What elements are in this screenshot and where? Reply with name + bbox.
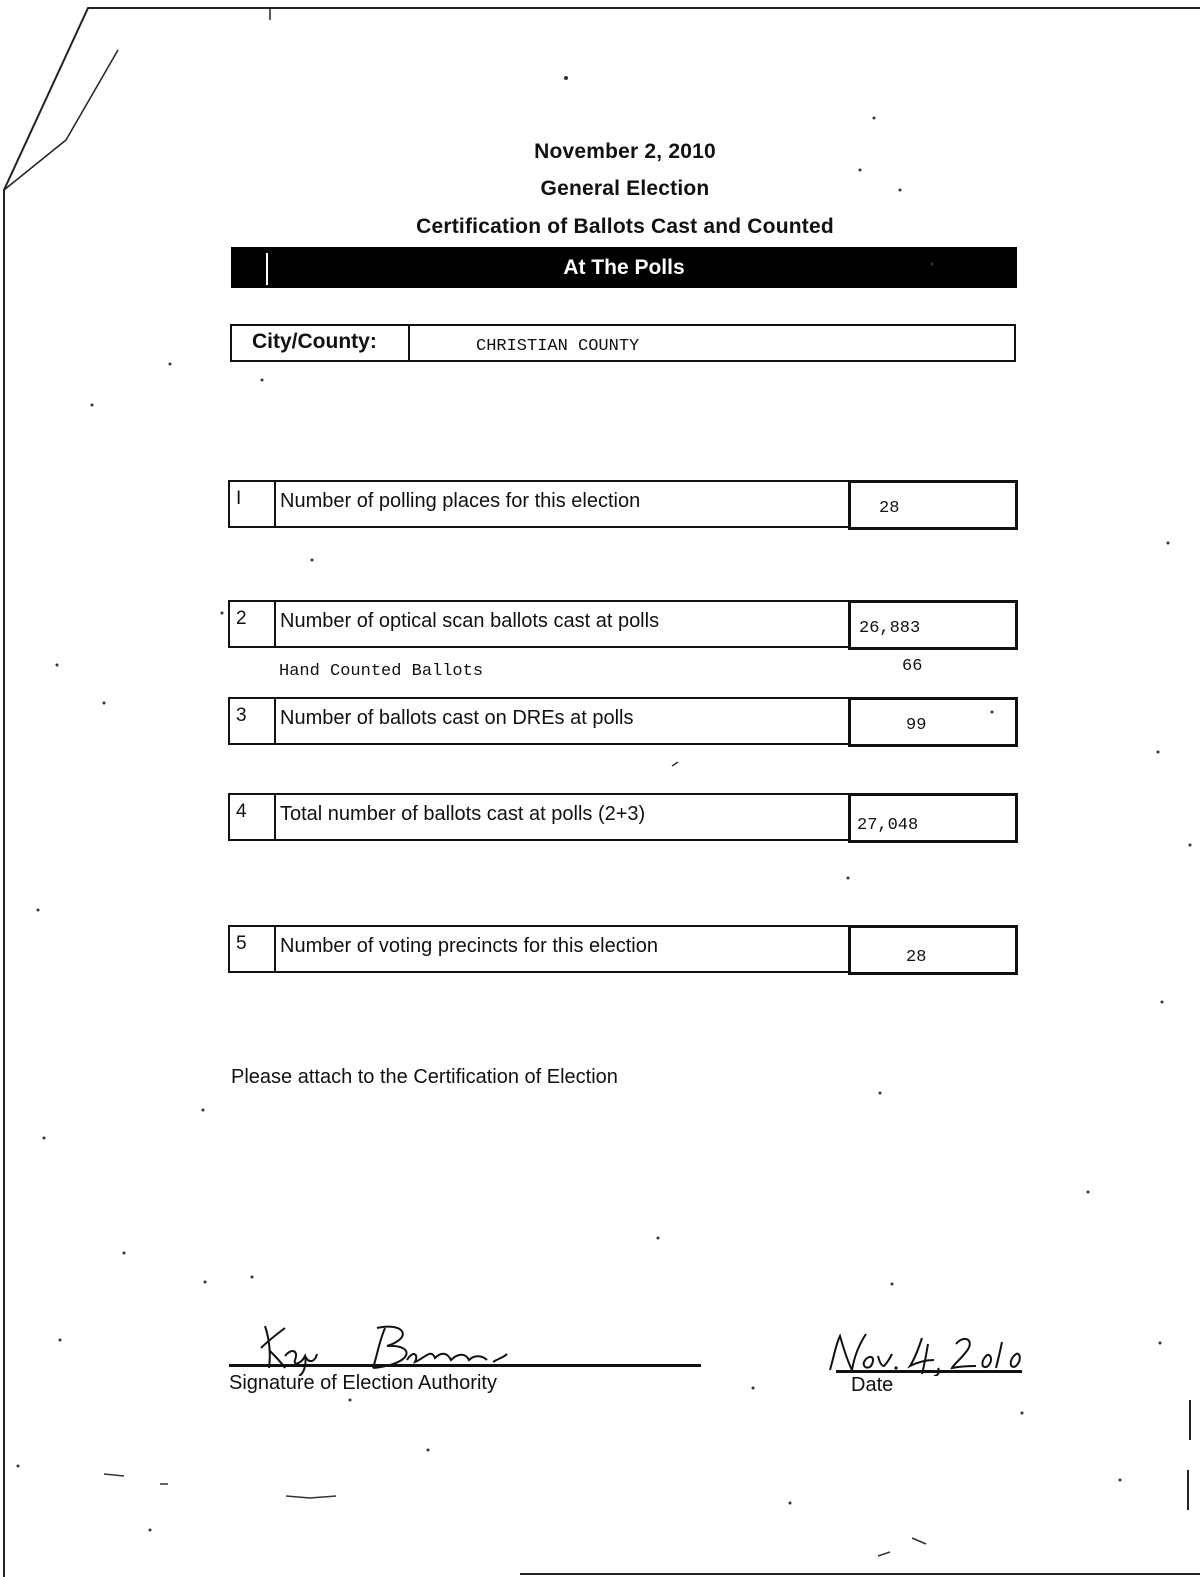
row-main-cell — [228, 925, 848, 973]
date-line — [836, 1370, 1022, 1373]
signature-line — [229, 1364, 701, 1367]
section-title: At The Polls — [563, 255, 685, 279]
row-main-cell — [228, 600, 848, 648]
row-value-box — [848, 697, 1018, 747]
row-voting-precincts — [228, 925, 1018, 975]
hand-counted-value: 66 — [902, 657, 923, 676]
row-dre-ballots — [228, 697, 1018, 747]
banner-tick — [266, 253, 268, 285]
city-county-label: City/County: — [232, 326, 410, 360]
page-title: Certification of Ballots Cast and Counted — [416, 215, 834, 238]
row-polling-places — [228, 480, 1018, 530]
section-banner — [231, 247, 1017, 288]
row-value-box — [848, 480, 1018, 530]
row-number: 3 — [230, 699, 276, 743]
row-label: Number of voting precincts for this election — [280, 935, 658, 957]
city-county-value: CHRISTIAN COUNTY — [476, 337, 640, 356]
row-value: 28 — [879, 499, 900, 518]
row-total-ballots — [228, 793, 1018, 843]
row-label: Number of ballots cast on DREs at polls — [280, 707, 634, 729]
row-optical-scan — [228, 600, 1018, 650]
row-label: Number of polling places for this election — [280, 490, 641, 512]
header-election: General Election — [540, 177, 710, 200]
row-value: 26,883 — [859, 619, 921, 638]
row-value-box — [848, 793, 1018, 843]
row-value: 28 — [906, 948, 927, 967]
row-label: Total number of ballots cast at polls (2+3) — [280, 803, 646, 825]
row-number: 5 — [230, 927, 276, 971]
city-county-field — [230, 324, 1016, 362]
row-value: 27,048 — [857, 816, 919, 835]
row-number: 2 — [230, 602, 276, 646]
row-value-box — [848, 600, 1018, 650]
row-label: Number of optical scan ballots cast at polls — [280, 610, 660, 632]
row-value: 99 — [906, 716, 927, 735]
row-value-box — [848, 925, 1018, 975]
row-main-cell — [228, 697, 848, 745]
row-number: I — [230, 482, 276, 526]
header-date: November 2, 2010 — [534, 140, 716, 163]
signature-handwriting — [255, 1318, 535, 1376]
date-label: Date — [851, 1374, 894, 1396]
attach-instruction: Please attach to the Certification of Election — [231, 1066, 618, 1088]
signature-label: Signature of Election Authority — [229, 1372, 497, 1394]
row-main-cell — [228, 480, 848, 528]
row-main-cell — [228, 793, 848, 841]
hand-counted-label: Hand Counted Ballots — [279, 662, 484, 681]
row-number: 4 — [230, 795, 276, 839]
